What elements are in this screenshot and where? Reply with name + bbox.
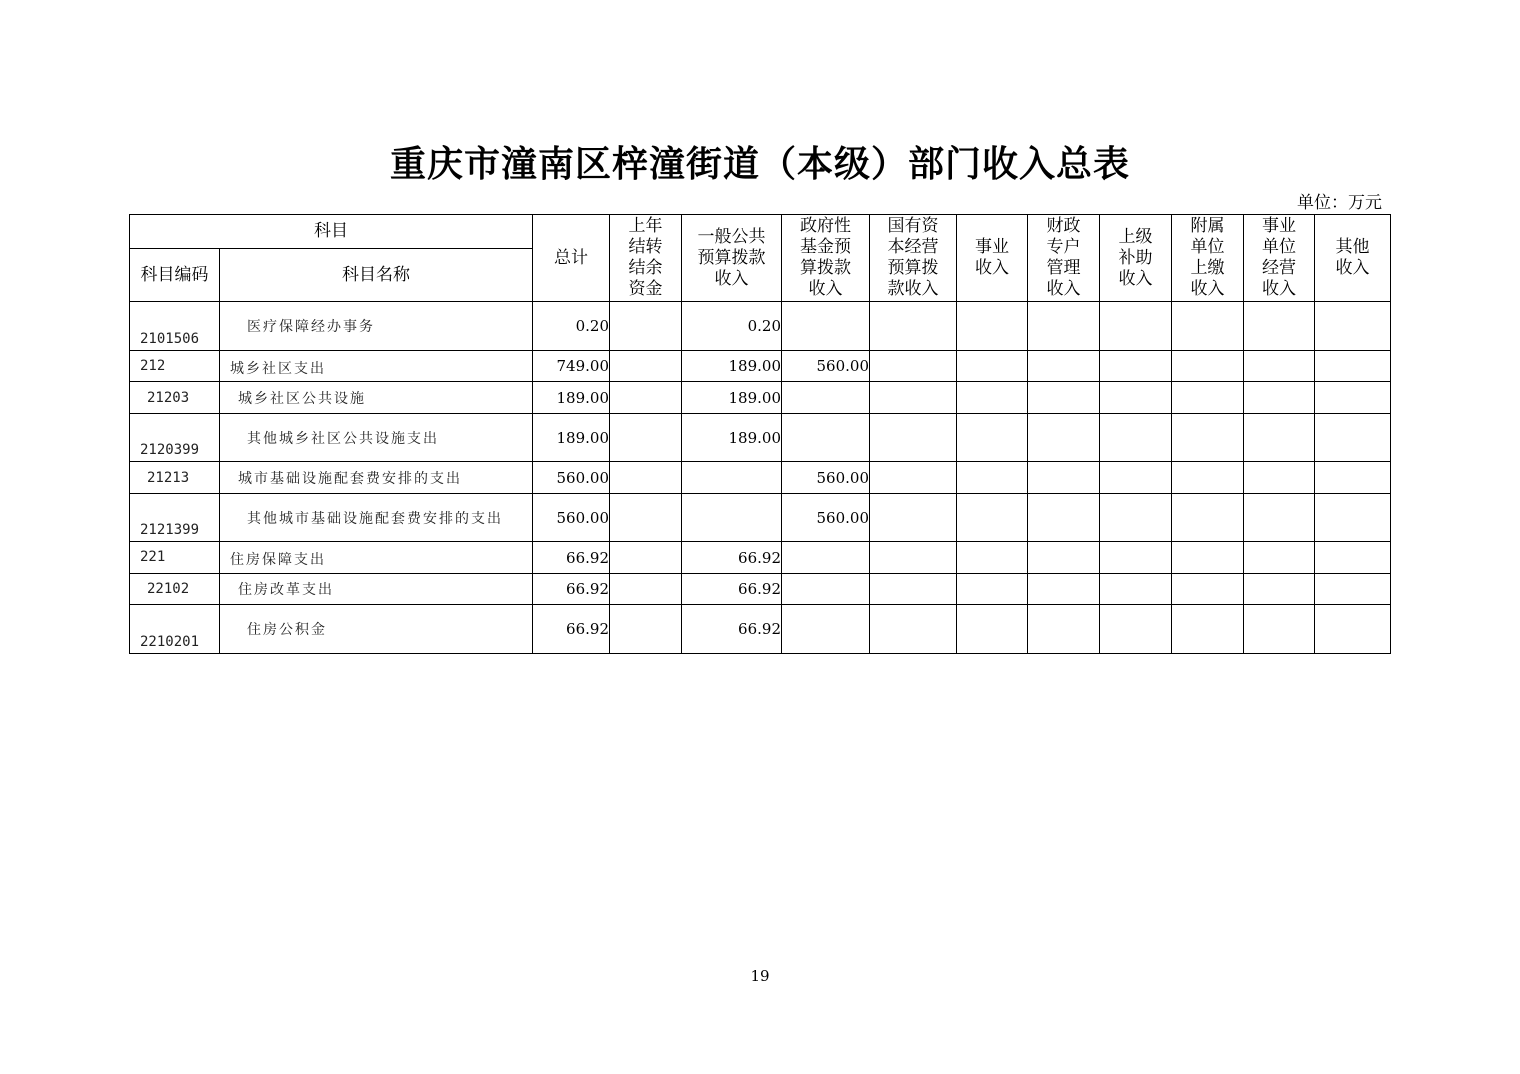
row-total: 189.00 bbox=[533, 414, 610, 462]
row-name: 其他城市基础设施配套费安排的支出 bbox=[220, 494, 533, 542]
row-gov-fund bbox=[782, 574, 870, 605]
table-row bbox=[130, 462, 1391, 494]
row-general-budget: 66.92 bbox=[682, 542, 782, 574]
page-number: 19 bbox=[750, 967, 770, 985]
row-total: 749.00 bbox=[533, 351, 610, 382]
row-gov-fund bbox=[782, 382, 870, 414]
row-code: 2101506 bbox=[130, 302, 220, 351]
row-code: 21203 bbox=[130, 382, 220, 414]
header-operating: 事业 单位 经营 收入 bbox=[1244, 215, 1315, 302]
row-name: 城乡社区公共设施 bbox=[220, 382, 533, 414]
table-row bbox=[130, 382, 1391, 414]
row-gov-fund: 560.00 bbox=[782, 351, 870, 382]
table-row bbox=[130, 494, 1391, 542]
row-total: 66.92 bbox=[533, 542, 610, 574]
header-affiliated: 附属 单位 上缴 收入 bbox=[1172, 215, 1244, 302]
income-summary-table bbox=[129, 214, 1391, 654]
row-code: 2210201 bbox=[130, 605, 220, 654]
row-gov-fund bbox=[782, 542, 870, 574]
row-code: 21213 bbox=[130, 462, 220, 494]
row-code: 221 bbox=[130, 542, 220, 574]
row-gov-fund: 560.00 bbox=[782, 494, 870, 542]
row-name: 其他城乡社区公共设施支出 bbox=[220, 414, 533, 462]
row-gov-fund bbox=[782, 302, 870, 351]
row-code: 212 bbox=[130, 351, 220, 382]
header-row-1 bbox=[130, 215, 1391, 249]
header-name: 科目名称 bbox=[220, 249, 533, 302]
row-general-budget: 189.00 bbox=[682, 351, 782, 382]
table-row bbox=[130, 414, 1391, 462]
document-title: 重庆市潼南区梓潼街道（本级）部门收入总表 bbox=[389, 143, 1130, 185]
row-general-budget: 0.20 bbox=[682, 302, 782, 351]
header-carryover: 上年 结转 结余 资金 bbox=[610, 215, 682, 302]
table-row bbox=[130, 574, 1391, 605]
row-total: 189.00 bbox=[533, 382, 610, 414]
row-name: 住房改革支出 bbox=[220, 574, 533, 605]
row-name: 住房公积金 bbox=[220, 605, 533, 654]
table-row bbox=[130, 542, 1391, 574]
table-row bbox=[130, 605, 1391, 654]
row-total: 560.00 bbox=[533, 494, 610, 542]
row-total: 0.20 bbox=[533, 302, 610, 351]
header-fiscal-special: 财政 专户 管理 收入 bbox=[1028, 215, 1100, 302]
table-row bbox=[130, 351, 1391, 382]
unit-label: 单位：万元 bbox=[1297, 193, 1382, 213]
header-total: 总计 bbox=[533, 215, 610, 302]
row-general-budget: 189.00 bbox=[682, 414, 782, 462]
header-gov-fund: 政府性 基金预 算拨款 收入 bbox=[782, 215, 870, 302]
header-general-budget: 一般公共 预算拨款 收入 bbox=[682, 215, 782, 302]
row-code: 2120399 bbox=[130, 414, 220, 462]
row-gov-fund bbox=[782, 414, 870, 462]
row-name: 城乡社区支出 bbox=[220, 351, 533, 382]
row-total: 560.00 bbox=[533, 462, 610, 494]
header-subject-group: 科目 bbox=[130, 215, 533, 249]
row-name: 医疗保障经办事务 bbox=[220, 302, 533, 351]
row-name: 住房保障支出 bbox=[220, 542, 533, 574]
row-general-budget bbox=[682, 462, 782, 494]
row-general-budget: 66.92 bbox=[682, 574, 782, 605]
row-name: 城市基础设施配套费安排的支出 bbox=[220, 462, 533, 494]
header-code: 科目编码 bbox=[130, 249, 220, 302]
header-superior-subsidy: 上级 补助 收入 bbox=[1100, 215, 1172, 302]
row-general-budget: 189.00 bbox=[682, 382, 782, 414]
row-gov-fund bbox=[782, 605, 870, 654]
row-code: 22102 bbox=[130, 574, 220, 605]
row-general-budget: 66.92 bbox=[682, 605, 782, 654]
header-state-capital: 国有资 本经营 预算拨 款收入 bbox=[870, 215, 957, 302]
header-business: 事业 收入 bbox=[957, 215, 1028, 302]
row-total: 66.92 bbox=[533, 605, 610, 654]
row-code: 2121399 bbox=[130, 494, 220, 542]
row-gov-fund: 560.00 bbox=[782, 462, 870, 494]
header-other: 其他 收入 bbox=[1315, 215, 1391, 302]
row-total: 66.92 bbox=[533, 574, 610, 605]
table-row bbox=[130, 302, 1391, 351]
row-general-budget bbox=[682, 494, 782, 542]
